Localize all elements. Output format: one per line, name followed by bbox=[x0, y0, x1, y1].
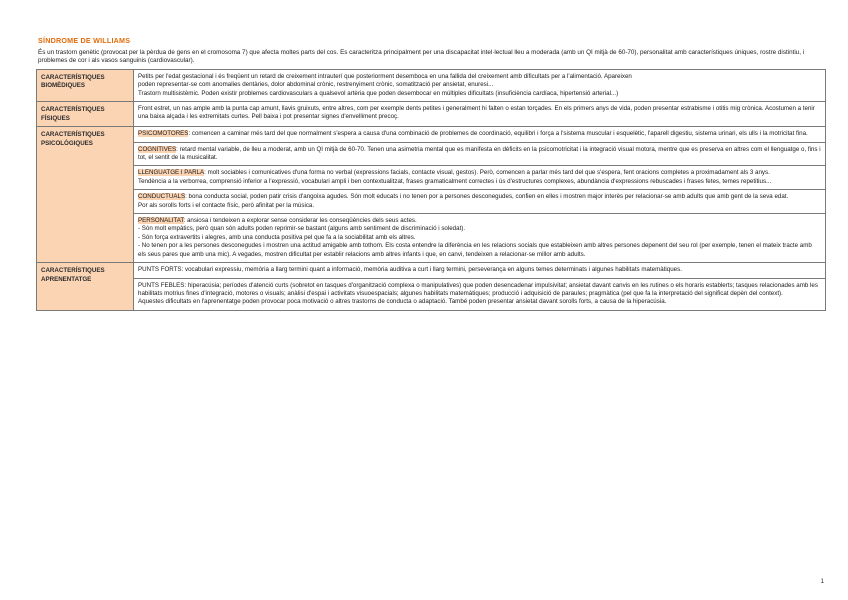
text-line: - Són força extravertits i alegres, amb una conducta positiva pel que fa a la sociabilitat amb els altres. bbox=[138, 233, 416, 241]
table-row bbox=[37, 102, 826, 127]
text-line: Front estret, un nas ample amb la punta cap amunt, llavis gruixuts, entre altres, com per exemple dents petites i generalment hi falten o estan torçades. En els primers anys de vida, poden presentar estrabisme i otitis mig crònica. Acostumen a tenir una baixa alçada i les extremitats curtes. Pell baixa i pot presentar signes d'envelliment precoç. bbox=[138, 105, 815, 121]
table-row bbox=[37, 214, 826, 263]
category-label: CARACTERÍSTIQUES bbox=[41, 106, 105, 114]
description-cell bbox=[134, 166, 826, 190]
category-label: CARACTERÍSTIQUES bbox=[41, 73, 105, 81]
text-line: Tendència a la verborrea, comprensió inferior a l'expressió, vocabulari ampli i ben contextualitzat, frases gramaticalment correctes i ús d'estructures complexes, abundància d'expressions rebuscades i frases fetes, temes repetitius... bbox=[138, 177, 772, 185]
table-row bbox=[37, 127, 826, 142]
table-row bbox=[37, 166, 826, 190]
text-line: PUNTS FEBLES: hiperacúsia; períodes d'atenció curts (sobretot en tasques d'organització complexa o manipulatives) que poden desencadenar impulsivitat; ansietat davant canvis en les rutines o els horaris establerts; tasques relacionades amb les habilitats motrius fines d'integració, motores o visuals; anàlisi d'espai i activitats visuoespacials; algunes habilitats matemàtiques; producció i adquisició de paraules; pragmàtica (pel que fa la interpretació del significat depèn del context). bbox=[138, 281, 818, 297]
section-label: COGNITIVES bbox=[138, 145, 177, 153]
text-line bbox=[138, 169, 821, 177]
text-line bbox=[138, 217, 821, 225]
table-row bbox=[37, 190, 826, 214]
section-text: : bona conducta social, poden patir crisis d'angoixa agudes. Són molt educats i no tenen por a persones desconegudes, confien en elles i mostren major interès per relacionar-se amb adults que amb gent de la seva edat. bbox=[185, 193, 789, 201]
description-cell bbox=[134, 190, 826, 214]
category-label: APRENENTATGE bbox=[41, 275, 92, 283]
category-label: PSICOLÒGIQUES bbox=[41, 139, 93, 147]
category-label: FÍSIQUES bbox=[41, 114, 70, 122]
category-cell bbox=[37, 102, 134, 127]
text-line bbox=[138, 193, 821, 201]
table-row bbox=[37, 263, 826, 278]
category-label: CARACTERÍSTIQUES bbox=[41, 131, 105, 139]
description-cell bbox=[134, 127, 826, 142]
category-cell bbox=[37, 69, 134, 101]
description-cell bbox=[134, 142, 826, 166]
category-cell bbox=[37, 263, 134, 311]
intro-paragraph: És un trastorn genètic (provocat per la pèrdua de gens en el cromosoma 7) que afecta moltes parts del cos. Es caracteritza principalment per una discapacitat intel·lectual lleu a moderada (amb un QI mitjà de 60-70), personalitat amb característiques úniques, rostre distintiu, i problemes de cor i als vasos sanguinis (cardiovascular). bbox=[38, 49, 805, 65]
table-row bbox=[37, 69, 826, 101]
section-label: PERSONALITAT bbox=[138, 217, 184, 225]
section-text: : comencen a caminar més tard del que normalment s'espera a causa d'una combinació de problemes de coordinació, equilibri i força a l'sistema muscular i esquelètic, l'aparell digestiu, sistema urinari, els ulls i la motricitat fina. bbox=[188, 130, 808, 138]
text-line: Trastorn multisistèmic. Poden existir problemes cardiovasculars a qualsevol artèria que poden desembocar en múltiples dificultats (insuficiència cardíaca, hipertensió arterial...) bbox=[138, 89, 619, 97]
section-text: : molt sociables i comunicatives d'una forma no verbal (expressions facials, contacte visual, gestos). Però, comencen a parlar més tard del que s'espera, fent oracions completes a proximadament als 3 anys. bbox=[204, 169, 770, 177]
document-title: SÍNDROME DE WILLIAMS bbox=[38, 36, 131, 45]
page-number: 1 bbox=[820, 579, 824, 585]
text-line: PUNTS FORTS: vocabulari expressiu, memòria a llarg termini quant a informació, memòria auditiva a curt i llarg termini, perseverança en alguns temes determinats i algunes habilitats matemàtiques. bbox=[138, 266, 682, 274]
characteristics-table bbox=[36, 69, 826, 311]
description-cell bbox=[134, 214, 826, 263]
text-line: - Són molt empàtics, però quan són adults poden reprimir-se bastant (alguns amb sentiment de discriminació i soledat). bbox=[138, 225, 466, 233]
text-line bbox=[138, 130, 821, 138]
section-label: LLENGUATGE I PARLA bbox=[138, 169, 205, 177]
category-label: CARACTERÍSTIQUES bbox=[41, 267, 105, 275]
text-line: Por als sorolls forts i el contacte físic, però afinitat per la música. bbox=[138, 201, 315, 209]
section-text: : ansiosa i tendeixen a explorar sense considerar les conseqüències dels seus actes. bbox=[183, 217, 417, 225]
section-label: CONDUCTUALS bbox=[138, 193, 186, 201]
text-line: Petits per l'edat gestacional i és freqüent un retard de creixement intrauterí que posteriorment desemboca en una fallida del creixement amb dificultats per a l'alimentació. Apareixen bbox=[138, 72, 632, 80]
description-cell bbox=[134, 263, 826, 278]
text-line bbox=[138, 146, 821, 163]
text-line: poden representar-se com anomalies dentàries, dolor abdominal crònic, restrenyiment crònic, somatització per ansietat, enuresi... bbox=[138, 81, 494, 89]
document-page bbox=[36, 36, 826, 311]
text-line: - No tenen por a les persones desconegudes i mostren una actitud amigable amb tothom. Els costa entendre la diferència en les relacions socials que estableixen amb altres persones depenent del seu rol (per exemple, tenen el mateix tracte amb els seus pares que amb una mic). A vegades, mostren dificultat per establir relacions amb altres infants i que, en canvi, tendeixen a relacionar-se millor amb adults. bbox=[138, 242, 812, 258]
description-cell bbox=[134, 102, 826, 127]
section-text: : retard mental variable, de lleu a moderat, amb un QI mitjà de 60-70. Tenen una asimetria mental que es manifesta en dèficits en la psicomotricitat i la integració visual motora, mentre que es preserva en altres com el llenguatge o, fins i tot, el sentit de la musicalitat. bbox=[138, 145, 821, 162]
description-cell bbox=[134, 278, 826, 310]
description-cell bbox=[134, 69, 826, 101]
category-cell bbox=[37, 127, 134, 263]
category-label: BIOMÈDIQUES bbox=[41, 82, 86, 90]
text-line: Aquestes dificultats en l'aprenentatge poden provocar poca motivació o altres trastorns de conducta o adaptació. També poden presentar ansietat davant sorolls forts, a causa de la hiperacúsia. bbox=[138, 298, 667, 306]
table-row bbox=[37, 278, 826, 310]
section-label: PSICOMOTORES bbox=[138, 130, 189, 138]
table-row bbox=[37, 142, 826, 166]
